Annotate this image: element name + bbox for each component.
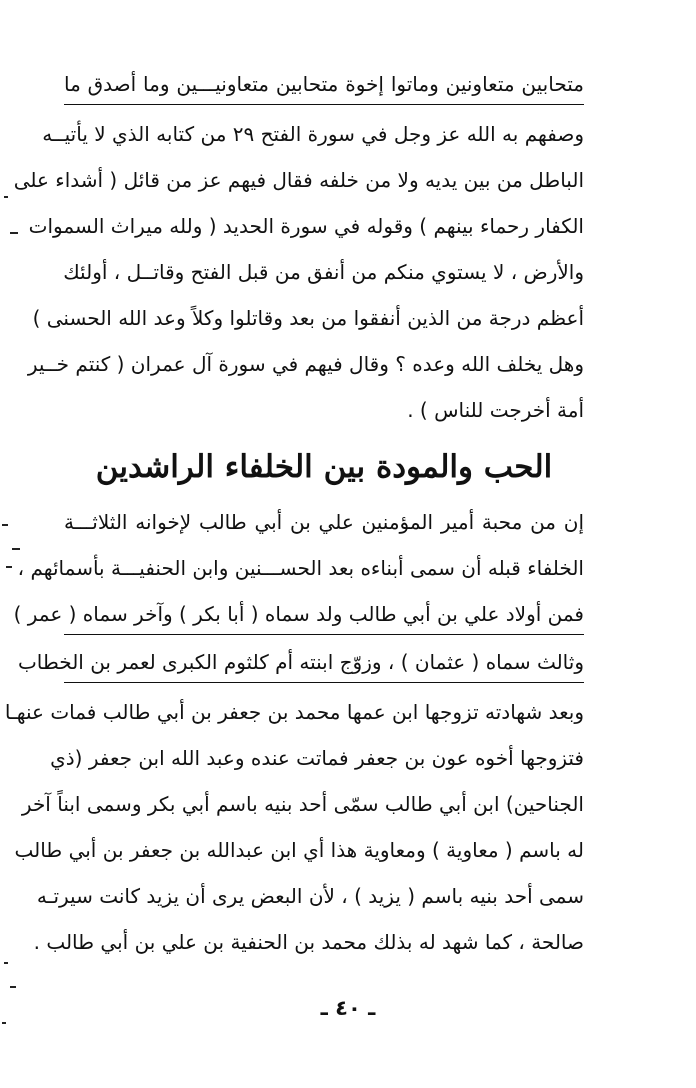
section-heading: الحب والمودة بين الخلفاء الراشدين bbox=[95, 449, 553, 485]
text-line: أعظم درجة من الذين أنفقوا من بعد وقاتلوا وكلاً وعد الله الحسنى ) bbox=[32, 306, 584, 330]
text-line: له باسم ( معاوية ) ومعاوية هذا أي ابن عبدالله بن جعفر بن أبي طالب bbox=[14, 838, 584, 862]
text-line: وصفهم به الله عز وجل في سورة الفتح ٢٩ من كتابه الذي لا يأتيــه bbox=[42, 122, 584, 146]
scan-mark bbox=[12, 548, 20, 550]
text-line: وثالث سماه ( عثمان ) ، وزوّج ابنته أم كلثوم الكبرى لعمر بن الخطاب bbox=[64, 640, 584, 683]
scan-mark bbox=[2, 1022, 6, 1024]
text-line: إن من محبة أمير المؤمنين علي بن أبي طالب لإخوانه الثلاثـــة bbox=[64, 510, 584, 534]
text-line: الخلفاء قبله أن سمى أبناءه بعد الحســـنين وابن الحنفيـــة بأسمائهم ، bbox=[17, 556, 584, 580]
text-line: والأرض ، لا يستوي منكم من أنفق من قبل الفتح وقاتــل ، أولئك bbox=[63, 260, 584, 284]
text-line: فتزوجها أخوه عون بن جعفر فماتت عنده وعبد الله ابن جعفر (ذي bbox=[50, 746, 584, 770]
scan-mark bbox=[4, 196, 8, 198]
text-line: متحابين متعاونين وماتوا إخوة متحابين متعاونيـــين وما أصدق ما bbox=[64, 62, 584, 105]
text-line: صالحة ، كما شهد له بذلك محمد بن الحنفية بن علي بن أبي طالب . bbox=[33, 930, 584, 954]
text-line: وبعد شهادته تزوجها ابن عمها محمد بن جعفر بن أبي طالب فمات عنهـا bbox=[4, 700, 584, 724]
scan-mark bbox=[10, 986, 16, 988]
text-line: الباطل من بين يديه ولا من خلفه فقال فيهم عز من قائل ( أشداء على bbox=[13, 168, 584, 192]
text-line: أمة أخرجت للناس ) . bbox=[407, 398, 584, 422]
text-line: الكفار رحماء بينهم ) وقوله في سورة الحديد ( ولله ميراث السموات bbox=[28, 214, 584, 238]
text-line: الجناحين) ابن أبي طالب سمّى أحد بنيه باسم أبي بكر وسمى ابناً آخر bbox=[21, 792, 584, 816]
scan-mark bbox=[6, 566, 12, 568]
text-line: سمى أحد بنيه باسم ( يزيد ) ، لأن البعض يرى أن يزيد كانت سيرتـه bbox=[36, 884, 584, 908]
text-line: فمن أولاد علي بن أبي طالب ولد سماه ( أبا بكر ) وآخر سماه ( عمر ) bbox=[64, 592, 584, 635]
scan-mark bbox=[10, 232, 18, 234]
text-line: وهل يخلف الله وعده ؟ وقال فيهم في سورة آل عمران ( كنتم خــير bbox=[27, 352, 584, 376]
page-number: ـ ٤٠ ـ bbox=[320, 996, 376, 1020]
scan-mark bbox=[4, 962, 8, 964]
scan-mark bbox=[2, 524, 8, 526]
